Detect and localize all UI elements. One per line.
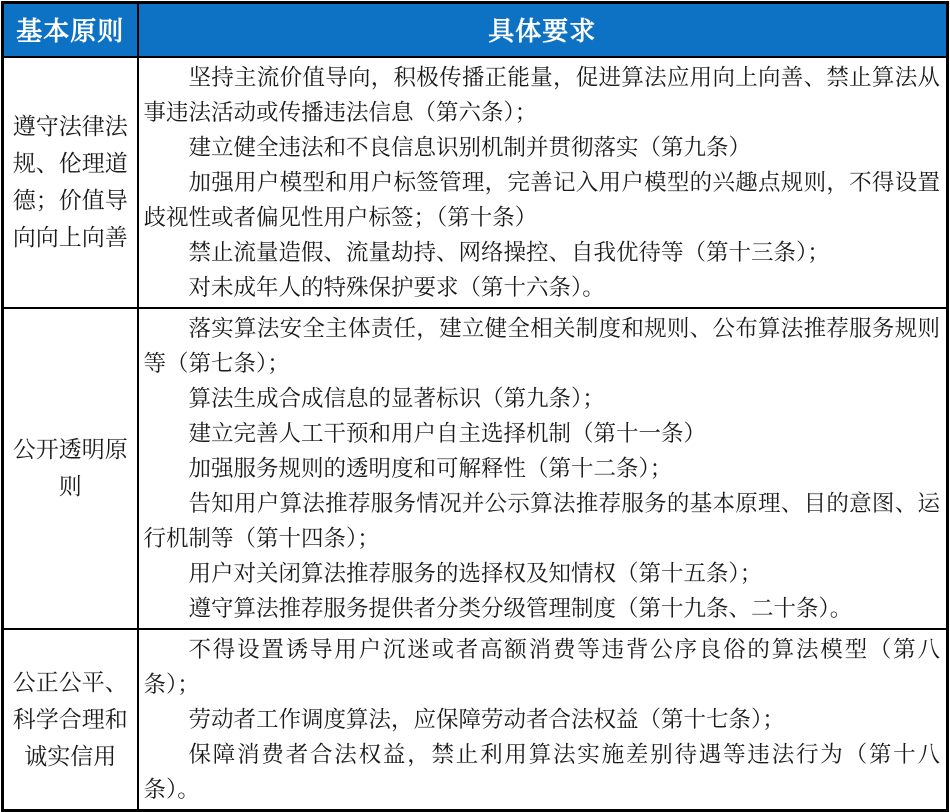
requirement-item: 对未成年人的特殊保护要求（第十六条）。: [188, 274, 605, 300]
requirement-item: 用户对关闭算法推荐服务的选择权及知情权（第十五条）；: [188, 560, 763, 586]
requirements-cell: [138, 308, 948, 629]
requirement-item: 不得设置诱导用户沉迷或者高额消费等违背公序良俗的算法模型（第八条）；: [143, 636, 940, 697]
principle-cell: 遵守法律法规、伦理道德；价值导向向上向善: [3, 57, 138, 308]
principles-table: [1, 1, 949, 812]
column-header-basic-principles: 基本原则: [3, 3, 138, 57]
requirements-cell: [138, 629, 948, 811]
requirement-item: 劳动者工作调度算法，应保障劳动者合法权益（第十七条）；: [188, 706, 785, 732]
table-row: [3, 308, 948, 629]
requirement-item: 告知用户算法推荐服务情况并公示算法推荐服务的基本原理、目的意图、运行机制等（第十四条）；: [143, 490, 940, 551]
requirement-item: 坚持主流价值导向，积极传播正能量，促进算法应用向上向善、禁止算法从事违法活动或传播违法信息（第六条）；: [143, 64, 940, 125]
requirement-item: 加强服务规则的透明度和可解释性（第十二条）；: [188, 455, 673, 481]
principle-cell: 公正公平、科学合理和诚实信用: [3, 629, 138, 811]
column-header-specific-requirements: 具体要求: [138, 3, 948, 57]
requirement-item: 建立完善人工干预和用户自主选择机制（第十一条）: [188, 420, 707, 446]
principle-cell: 公开透明原则: [3, 308, 138, 629]
requirement-item: 算法生成合成信息的显著标识（第九条）；: [188, 385, 605, 411]
requirement-item: 遵守算法推荐服务提供者分类分级管理制度（第十九条、二十条）。: [188, 595, 853, 621]
requirement-item: 加强用户模型和用户标签管理，完善记入用户模型的兴趣点规则，不得设置歧视性或者偏见性用户标签；（第十条）: [143, 169, 940, 230]
table-row: [3, 629, 948, 811]
table-row: [3, 57, 948, 308]
requirement-item: 保障消费者合法权益，禁止利用算法实施差别待遇等违法行为（第十八条）。: [143, 741, 940, 802]
requirement-item: 建立健全违法和不良信息识别机制并贯彻落实（第九条）: [188, 134, 752, 160]
requirements-cell: [138, 57, 948, 308]
requirement-item: 落实算法安全主体责任，建立健全相关制度和规则、公布算法推荐服务规则等（第七条）；: [143, 315, 940, 376]
requirement-item: 禁止流量造假、流量劫持、网络操控、自我优待等（第十三条）；: [188, 239, 830, 265]
header-row: [3, 3, 948, 57]
